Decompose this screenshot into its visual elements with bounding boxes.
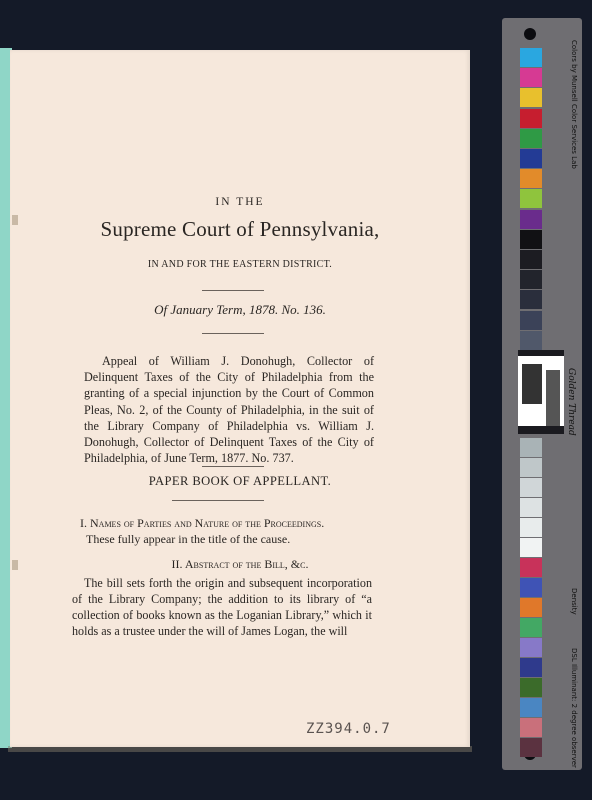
color-patch <box>520 498 542 517</box>
color-patch <box>520 230 542 249</box>
color-patch <box>520 638 542 657</box>
color-patch <box>520 658 542 677</box>
golden-thread-target <box>518 350 564 434</box>
color-patch <box>520 149 542 168</box>
color-patch <box>520 270 542 289</box>
district-line: IN AND FOR THE EASTERN DISTRICT. <box>147 259 333 270</box>
divider-rule <box>202 466 264 467</box>
color-patch <box>520 438 542 457</box>
script-label: Golden Thread <box>566 368 576 436</box>
heading-small: IN THE <box>215 196 265 208</box>
color-patch <box>520 598 542 617</box>
color-patch <box>520 578 542 597</box>
color-patch <box>520 738 542 757</box>
bill-paragraph: The bill sets forth the origin and subsequent incorporation of the Library Company; the addition to its library of “a collection of books known as the Loganian Library,” which it holds as a trustee under the will of James Logan, the will <box>72 576 372 638</box>
color-patch <box>520 718 542 737</box>
divider-rule <box>202 333 264 334</box>
density-label: Density <box>570 588 578 615</box>
color-calibration-bar <box>502 18 582 770</box>
color-patch <box>520 678 542 697</box>
section-1-title: I. Names of Parties and Nature of the Proceedings. <box>80 516 325 530</box>
color-patch <box>520 210 542 229</box>
color-patch <box>520 290 542 309</box>
color-patch <box>520 538 542 557</box>
catalog-number: ZZ394.0.7 <box>306 721 391 737</box>
color-patch <box>520 189 542 208</box>
divider-rule <box>172 500 264 501</box>
color-patch <box>520 68 542 87</box>
appeal-paragraph: Appeal of William J. Donohugh, Collector of Delinquent Taxes of the City of Philadelphia from the granting of a special injunction by the Court of Common Pleas, No. 2, of the County of Philadelphia, in the suit of the Library Company of Philadelphia vs. William J. Donohugh, Collector of Delinquent Taxes of the City of Philadelphia, of June Term, 1877. No. 737. <box>84 354 374 466</box>
color-patch <box>520 698 542 717</box>
color-patch <box>520 618 542 637</box>
term-line: Of January Term, 1878. No. 136. <box>154 302 326 317</box>
illuminant-label: DSL Illuminant: 2 degree observer <box>570 648 578 768</box>
section-2-title: II. Abstract of the Bill, &c. <box>171 557 309 571</box>
court-title: Supreme Court of Pennsylvania, <box>100 217 380 241</box>
color-patch <box>520 518 542 537</box>
color-patch <box>520 88 542 107</box>
brand-label: Colors by Munsell Color Services Lab <box>570 40 578 169</box>
divider-rule <box>202 290 264 291</box>
color-patch <box>520 478 542 497</box>
color-patch <box>520 109 542 128</box>
color-patch <box>520 48 542 67</box>
color-patch <box>520 169 542 188</box>
section-1-text: These fully appear in the title of the cause. <box>86 532 291 546</box>
bar-hole <box>524 28 536 40</box>
color-patch <box>520 458 542 477</box>
color-patch <box>520 311 542 330</box>
color-patch <box>520 558 542 577</box>
color-patch <box>520 250 542 269</box>
paper-book-heading: PAPER BOOK OF APPELLANT. <box>148 474 332 488</box>
color-patch <box>520 129 542 148</box>
color-patch <box>520 331 542 350</box>
